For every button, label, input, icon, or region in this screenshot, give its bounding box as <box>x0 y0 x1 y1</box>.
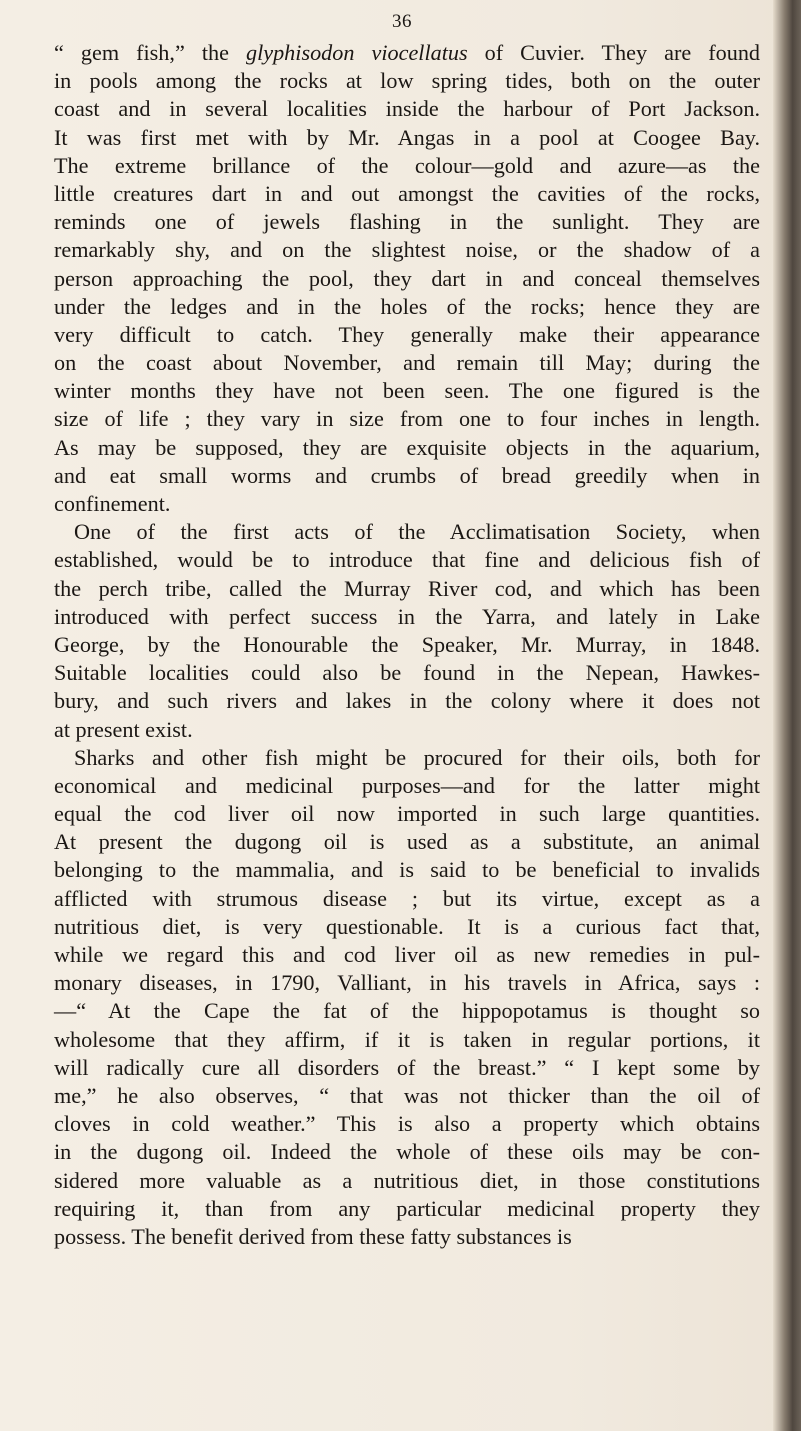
text-line: in the dugong oil. Indeed the whole of these oils may be con- <box>54 1139 760 1165</box>
text-line: under the ledges and in the holes of the rocks; hence they are <box>54 293 760 319</box>
text-line: At present the dugong oil is used as a substitute, an animal <box>54 829 760 855</box>
text-line-start: “ gem fish,” the <box>54 40 229 65</box>
text-line: person approaching the pool, they dart in and conceal themselves <box>54 265 760 291</box>
text-line: winter months they have not been seen. The one figured is the <box>54 378 760 404</box>
text-line: belonging to the mammalia, and is said to be beneficial to invalids <box>54 857 760 883</box>
text-line: The extreme brillance of the colour—gold and azure—as the <box>54 152 760 178</box>
text-line: It was first met with by Mr. Angas in a pool at Coogee Bay. <box>54 124 760 150</box>
text-line: economical and medicinal purposes—and for the latter might <box>54 772 760 798</box>
text-line: very difficult to catch. They generally make their appearance <box>54 321 760 347</box>
text-line: possess. The benefit derived from these fatty substances is <box>54 1223 572 1249</box>
text-line: wholesome that they affirm, if it is taken in regular portions, it <box>54 1026 760 1052</box>
text-line: cloves in cold weather.” This is also a property which obtains <box>54 1111 760 1137</box>
text-line: and eat small worms and crumbs of bread greedily when in <box>54 462 760 488</box>
text-line: at present exist. <box>54 716 193 742</box>
text-line: the perch tribe, called the Murray River cod, and which has been <box>54 575 760 601</box>
text-line: equal the cod liver oil now imported in such large quantities. <box>54 801 760 827</box>
text-line: little creatures dart in and out amongst the cavities of the rocks, <box>54 180 760 206</box>
page-number: 36 <box>392 11 412 32</box>
text-line: while we regard this and cod liver oil as new remedies in pul- <box>54 942 760 967</box>
text-line: monary diseases, in 1790, Valliant, in his travels in Africa, says : <box>54 970 760 996</box>
text-line: Sharks and other fish might be procured for their oils, both for <box>74 744 760 770</box>
text-line: size of life ; they vary in size from one to four inches in length. <box>54 406 760 432</box>
text-line: George, by the Honourable the Speaker, Mr. Murray, in 1848. <box>54 631 760 657</box>
text-line: will radically cure all disorders of the breast.” “ I kept some by <box>54 1054 760 1080</box>
species-name-italic: glyphisodon viocellatus <box>245 40 468 65</box>
text-line: confinement. <box>54 491 171 516</box>
text-line: introduced with perfect success in the Yarra, and lately in Lake <box>54 603 760 629</box>
text-line-end: of Cuvier. They are found <box>467 40 761 65</box>
text-line: reminds one of jewels flashing in the sunlight. They are <box>54 209 760 235</box>
text-line: established, would be to introduce that fine and delicious fish of <box>54 547 760 573</box>
body-text <box>54 39 760 1251</box>
text-line: coast and in several localities inside the harbour of Port Jackson. <box>54 96 760 122</box>
text-line: me,” he also observes, “ that was not thicker than the oil of <box>54 1082 760 1108</box>
text-line: sidered more valuable as a nutritious diet, in those constitutions <box>54 1167 760 1193</box>
text-line: nutritious diet, is very questionable. It is a curious fact that, <box>54 913 760 939</box>
text-line: bury, and such rivers and lakes in the colony where it does not <box>54 688 760 714</box>
text-line: As may be supposed, they are exquisite objects in the aquarium, <box>54 434 760 460</box>
text-line: on the coast about November, and remain till May; during the <box>54 350 760 376</box>
text-line: requiring it, than from any particular medicinal property they <box>54 1195 760 1221</box>
text-line: remarkably shy, and on the slightest noise, or the shadow of a <box>54 237 760 263</box>
text-line: One of the first acts of the Acclimatisation Society, when <box>74 519 760 545</box>
text-line <box>54 39 760 67</box>
text-line: afflicted with strumous disease ; but its virtue, except as a <box>54 885 760 911</box>
page-binding-edge <box>773 0 801 1431</box>
text-line: in pools among the rocks at low spring tides, both on the outer <box>54 68 760 94</box>
text-line: Suitable localities could also be found in the Nepean, Hawkes- <box>54 660 760 686</box>
text-line: —“ At the Cape the fat of the hippopotamus is thought so <box>54 998 760 1024</box>
